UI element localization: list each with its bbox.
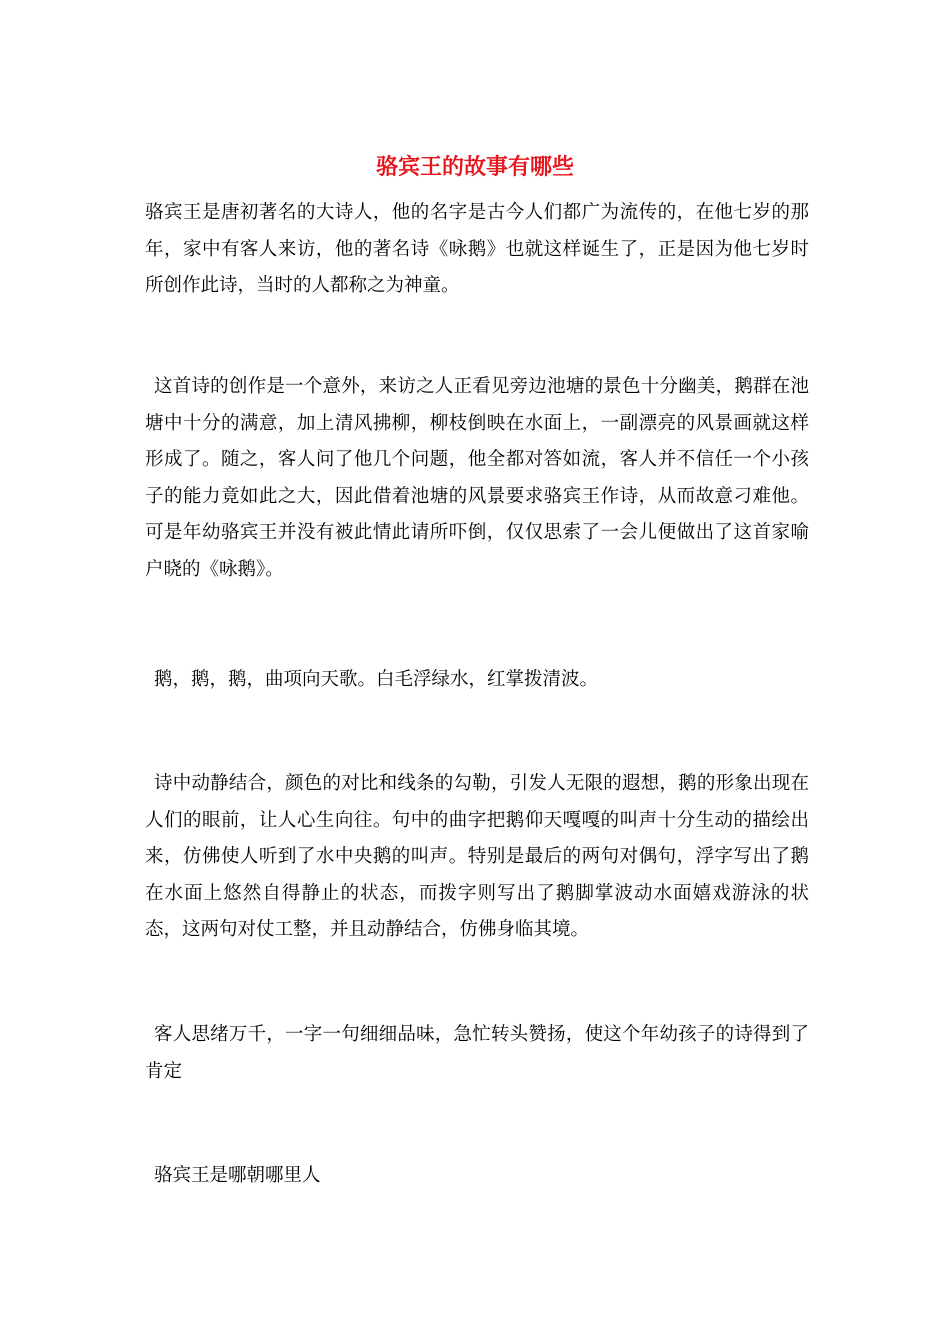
- paragraph-intro: 骆宾王是唐初著名的大诗人，他的名字是古今人们都广为流传的，在他七岁的那年，家中有客人来访，他的著名诗《咏鹅》也就这样诞生了，正是因为他七岁时所创作此诗，当时的人都称之为神童。: [145, 202, 809, 296]
- paragraph-heading-question: 骆宾王是哪朝哪里人: [154, 1165, 321, 1186]
- document-title: 骆宾王的故事有哪些: [375, 154, 574, 180]
- paragraph-guest: 客人思绪万千，一字一句细细品味，急忙转头赞扬，使这个年幼孩子的诗得到了肯定: [145, 1024, 809, 1082]
- paragraph-poem: 鹅，鹅，鹅，曲项向天歌。白毛浮绿水，红掌拨清波。: [154, 669, 599, 690]
- paragraph-analysis: 诗中动静结合，颜色的对比和线条的勾勒，引发人无限的遐想，鹅的形象出现在人们的眼前，让人心生向往。句中的曲字把鹅仰天嘎嘎的叫声十分生动的描绘出来，仿佛使人听到了水中央鹅的叫声。特别是最后的两句对偶句，浮字写出了鹅在水面上悠然自得静止的状态，而拨字则写出了鹅脚掌波动水面嬉戏游泳的状态，这两句对仗工整，并且动静结合，仿佛身临其境。: [145, 773, 809, 940]
- paragraph-story: 这首诗的创作是一个意外，来访之人正看见旁边池塘的景色十分幽美，鹅群在池塘中十分的满意，加上清风拂柳，柳枝倒映在水面上，一副漂亮的风景画就这样形成了。随之，客人问了他几个问题，他全都对答如流，客人并不信任一个小孩子的能力竟如此之大，因此借着池塘的风景要求骆宾王作诗，从而故意刁难他。可是年幼骆宾王并没有被此情此请所吓倒，仅仅思索了一会儿便做出了这首家喻户晓的《咏鹅》。: [145, 376, 809, 580]
